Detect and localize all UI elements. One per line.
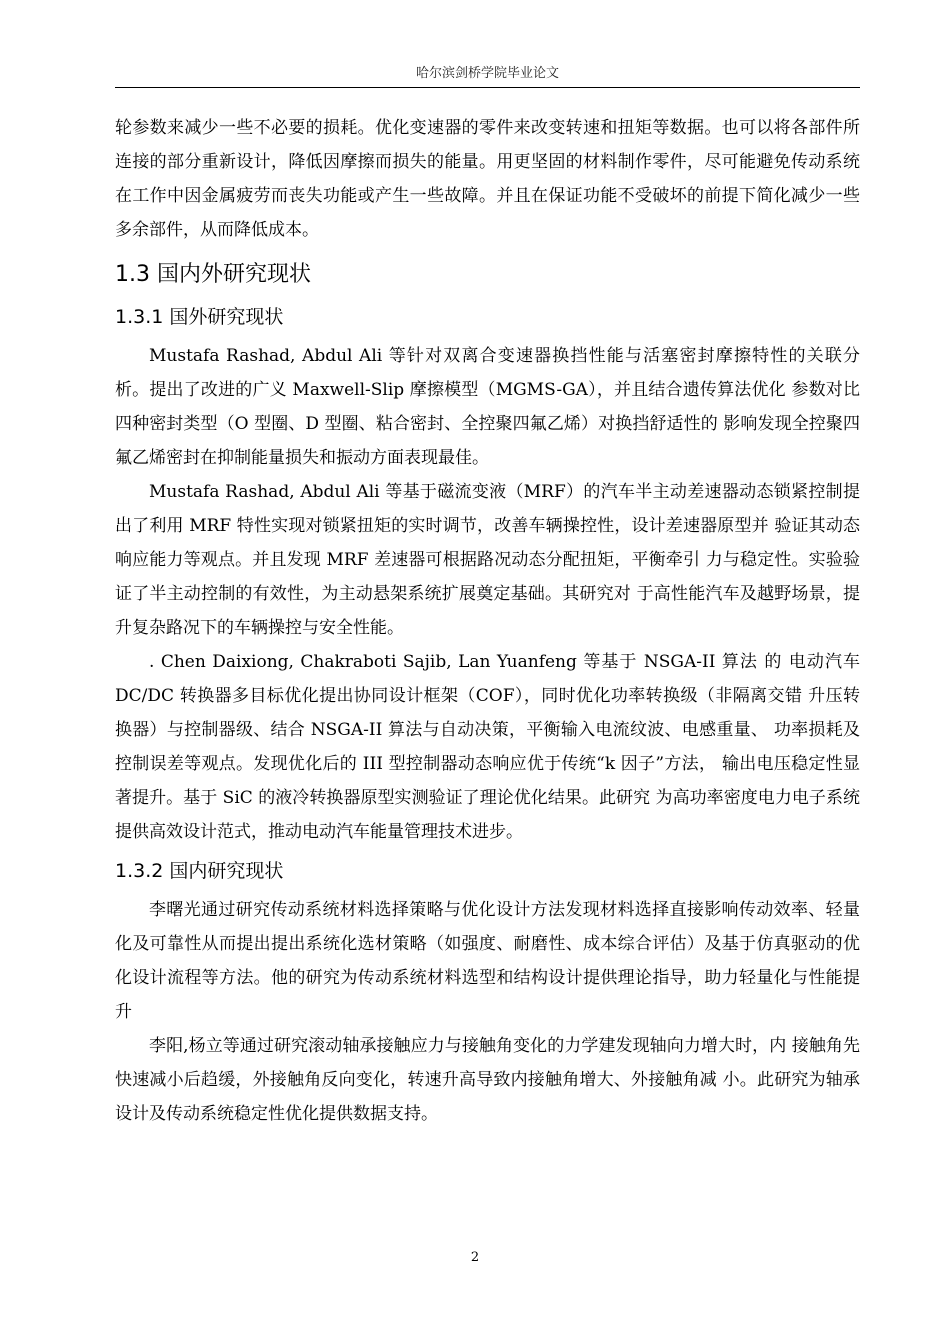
subsection-heading-1-3-1: 1.3.1 国外研究现状 <box>115 306 284 328</box>
paragraph-foreign-2: Mustafa Rashad, Abdul Ali 等基于磁流变液（MRF）的汽车半主动差速器动态锁紧控制提出了利用 MRF 特性实现对锁紧扭矩的实时调节，改善车辆操控性，设计差速器原型并 验证其动态响应能力等观点。并且发现 MRF 差速器可根据路况动态分配扭矩，平衡牵引 力与稳定性。实验验证了半主动控制的有效性，为主动悬架系统扩展奠定基础。其研究对 于高性能汽车及越野场景，提升复杂路况下的车辆操控与安全性能。 <box>115 482 860 638</box>
page-number: 2 <box>470 1250 480 1265</box>
header-rule <box>115 87 860 88</box>
paragraph-foreign-3: . Chen Daixiong, Chakraboti Sajib, Lan Yuanfeng 等基于 NSGA-II 算法 的 电动汽车 DC/DC 转换器多目标优化提出协同设计框架（COF），同时优化功率转换级（非隔离交错 升压转换器）与控制器级、结合 NSGA-II 算法与自动决策，平衡输入电流纹波、电感重量、 功率损耗及控制误差等观点。发现优化后的 III 型控制器动态响应优于传统“k 因子”方法， 输出电压稳定性显著提升。基于 SiC 的液冷转换器原型实测验证了理论优化结果。此研究 为高功率密度电力电子系统提供高效设计范式，推动电动汽车能量管理技术进步。 <box>115 652 860 842</box>
section-heading-1-3: 1.3 国内外研究现状 <box>115 262 311 287</box>
running-header: 哈尔滨剑桥学院毕业论文 <box>415 66 559 81</box>
intro-paragraph: 轮参数来减少一些不必要的损耗。优化变速器的零件来改变转速和扭矩等数据。也可以将各部件所连接的部分重新设计，降低因摩擦而损失的能量。用更坚固的材料制作零件，尽可能避免传动系统在工作中因金属疲劳而丧失功能或产生一些故障。并且在保证功能不受破坏的前提下简化减少一些多余部件，从而降低成本。 <box>115 118 860 240</box>
paragraph-domestic-2: 李阳,杨立等通过研究滚动轴承接触应力与接触角变化的力学建发现轴向力增大时，内 接触角先快速减小后趋缓，外接触角反向变化，转速升高导致内接触角增大、外接触角减 小。此研究为轴承设计及传动系统稳定性优化提供数据支持。 <box>115 1036 860 1124</box>
subsection-heading-1-3-2: 1.3.2 国内研究现状 <box>115 860 284 882</box>
paragraph-domestic-1: 李曙光通过研究传动系统材料选择策略与优化设计方法发现材料选择直接影响传动效率、轻量化及可靠性从而提出提出系统化选材策略（如强度、耐磨性、成本综合评估）及基于仿真驱动的优化设计流程等方法。他的研究为传动系统材料选型和结构设计提供理论指导，助力轻量化与性能提升 <box>115 900 860 1022</box>
document-body <box>115 111 860 1131</box>
paragraph-foreign-1: Mustafa Rashad, Abdul Ali 等针对双离合变速器换挡性能与活塞密封摩擦特性的关联分析。提出了改进的广义 Maxwell-Slip 摩擦模型（MGMS-GA），并且结合遗传算法优化 参数对比四种密封类型（O 型圈、D 型圈、粘合密封、全控聚四氟乙烯）对换挡舒适性的 影响发现全控聚四氟乙烯密封在抑制能量损失和振动方面表现最佳。 <box>115 346 860 468</box>
